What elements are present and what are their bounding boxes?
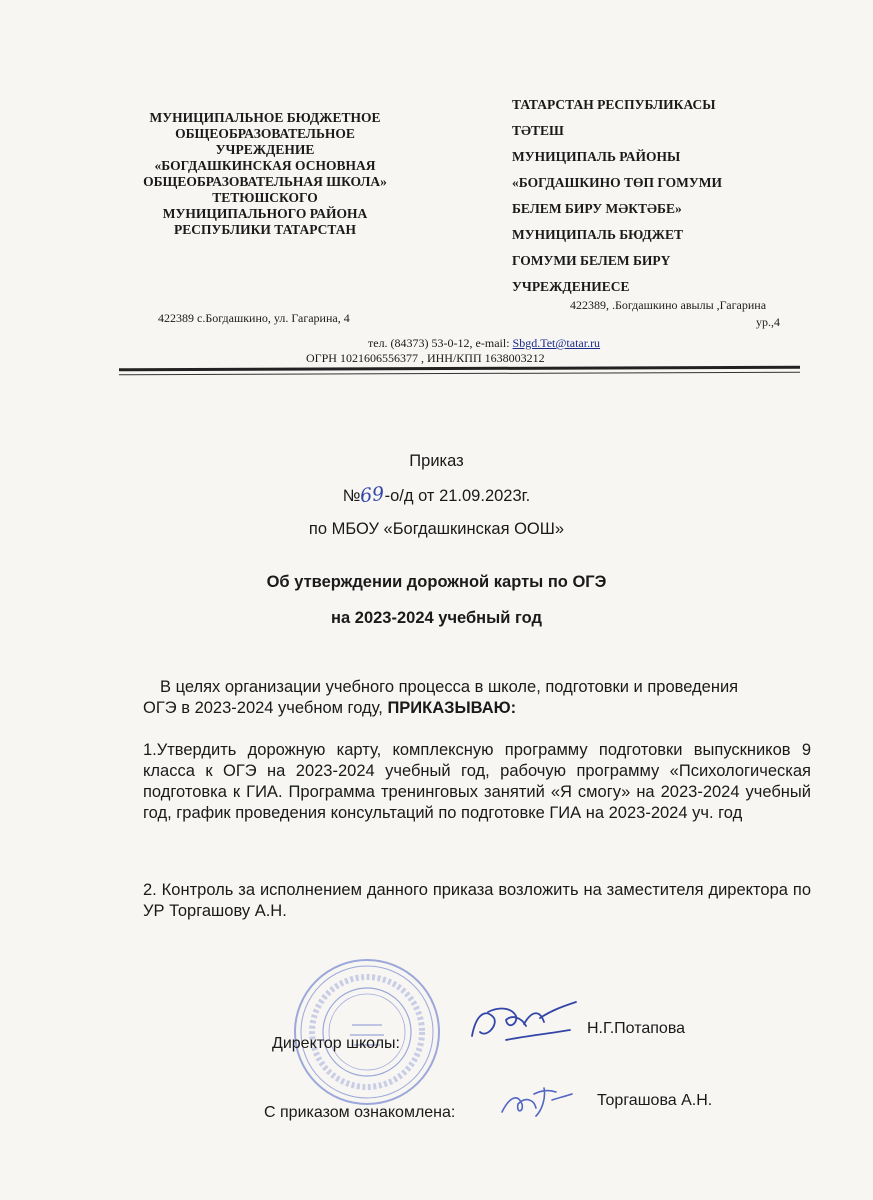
header-divider-thin bbox=[119, 372, 800, 376]
director-signature bbox=[466, 996, 581, 1056]
header-left-line: МУНИЦИПАЛЬНОГО РАЙОНА bbox=[162, 206, 368, 221]
acknowledgement-signature bbox=[496, 1082, 576, 1122]
director-label: Директор школы: bbox=[272, 1035, 400, 1052]
order-item-1: 1.Утвердить дорожную карту, комплексную программу подготовки выпускников 9 класса к ОГЭ на 2023-2024 учебный год, рабочую программу «Психологическая подготовка к ГИА. Программа тренинговых занятий «Я смогу» на 2023-2024 учебный год, график проведения консультаций по подготовке ГИА на 2023-2024 уч. год bbox=[143, 741, 811, 822]
header-left-line: ОБЩЕОБРАЗОВАТЕЛЬНАЯ ШКОЛА» bbox=[143, 174, 387, 189]
order-date: -о/д от 21.09.2023г. bbox=[384, 487, 531, 505]
contacts-block bbox=[306, 336, 600, 366]
acknowledgement-label: С приказом ознакомлена: bbox=[264, 1104, 456, 1121]
header-left-line: ОБЩЕОБРАЗОВАТЕЛЬНОЕ bbox=[175, 126, 355, 141]
preamble-line-1: В целях организации учебного процесса в школе, подготовки и проведения bbox=[160, 678, 739, 696]
header-right-line: УЧРЕЖДЕНИЕСЕ bbox=[512, 279, 630, 294]
header-right-org-name bbox=[512, 92, 802, 300]
director-name: Н.Г.Потапова bbox=[587, 1020, 686, 1037]
header-left-line: ТЕТЮШСКОГО bbox=[212, 190, 318, 205]
phone-text: тел. (84373) 53-0-12, e-mail: bbox=[368, 336, 513, 350]
header-left-line: УЧРЕЖДЕНИЕ bbox=[215, 142, 315, 157]
header-right-line: ГОМУМИ БЕЛЕМ БИРҮ bbox=[512, 253, 671, 268]
email-link[interactable]: Sbgd.Tet@tatar.ru bbox=[512, 336, 601, 350]
number-sign: № bbox=[342, 487, 361, 505]
ogrn-line: ОГРН 1021606556377 , ИНН/КПП 1638003212 bbox=[306, 351, 545, 365]
preamble-text: ОГЭ в 2023-2024 учебном году, bbox=[143, 699, 388, 717]
order-label: Приказ bbox=[409, 452, 464, 470]
school-seal-stamp bbox=[292, 957, 442, 1107]
header-left-org-name bbox=[100, 110, 430, 238]
preamble-line-2 bbox=[143, 698, 811, 719]
header-right-line: «БОГДАШКИНО ТӨП ГОМУМИ bbox=[512, 175, 723, 190]
header-right-line: БЕЛЕМ БИРУ МӘКТӘБЕ» bbox=[512, 201, 682, 216]
handwritten-order-number: 69 bbox=[359, 482, 386, 508]
order-title-line-2: на 2023-2024 учебный год bbox=[331, 609, 542, 627]
order-title-line-1: Об утверждении дорожной карты по ОГЭ bbox=[266, 573, 607, 591]
header-divider-thick bbox=[119, 366, 800, 372]
header-right-line: ТАТАРСТАН РЕСПУБЛИКАСЫ bbox=[512, 97, 716, 112]
address-left: 422389 с.Богдашкино, ул. Гагарина, 4 bbox=[158, 311, 350, 325]
contacts-line bbox=[306, 336, 600, 351]
order-number bbox=[0, 484, 873, 506]
header-right-line: ТӘТЕШ bbox=[512, 123, 564, 138]
order-item-2: 2. Контроль за исполнением данного приказа возложить на заместителя директора по УР Торгашову А.Н. bbox=[143, 881, 811, 920]
address-right-line-1: 422389, .Богдашкино авылы ,Гагарина bbox=[569, 298, 767, 312]
header-left-line: МУНИЦИПАЛЬНОЕ БЮДЖЕТНОЕ bbox=[149, 110, 381, 125]
header-left-line: РЕСПУБЛИКИ ТАТАРСТАН bbox=[174, 222, 356, 237]
address-right-line-2: ур.,4 bbox=[756, 315, 780, 329]
header-left-line: «БОГДАШКИНСКАЯ ОСНОВНАЯ bbox=[154, 158, 376, 173]
order-organization: по МБОУ «Богдашкинская ООШ» bbox=[308, 520, 565, 538]
preamble-command: ПРИКАЗЫВАЮ: bbox=[387, 699, 517, 717]
header-right-line: МУНИЦИПАЛЬ РАЙОНЫ bbox=[512, 149, 681, 164]
address-right bbox=[538, 297, 798, 331]
header-right-line: МУНИЦИПАЛЬ БЮДЖЕТ bbox=[512, 227, 684, 242]
acknowledgement-name: Торгашова А.Н. bbox=[597, 1092, 713, 1109]
